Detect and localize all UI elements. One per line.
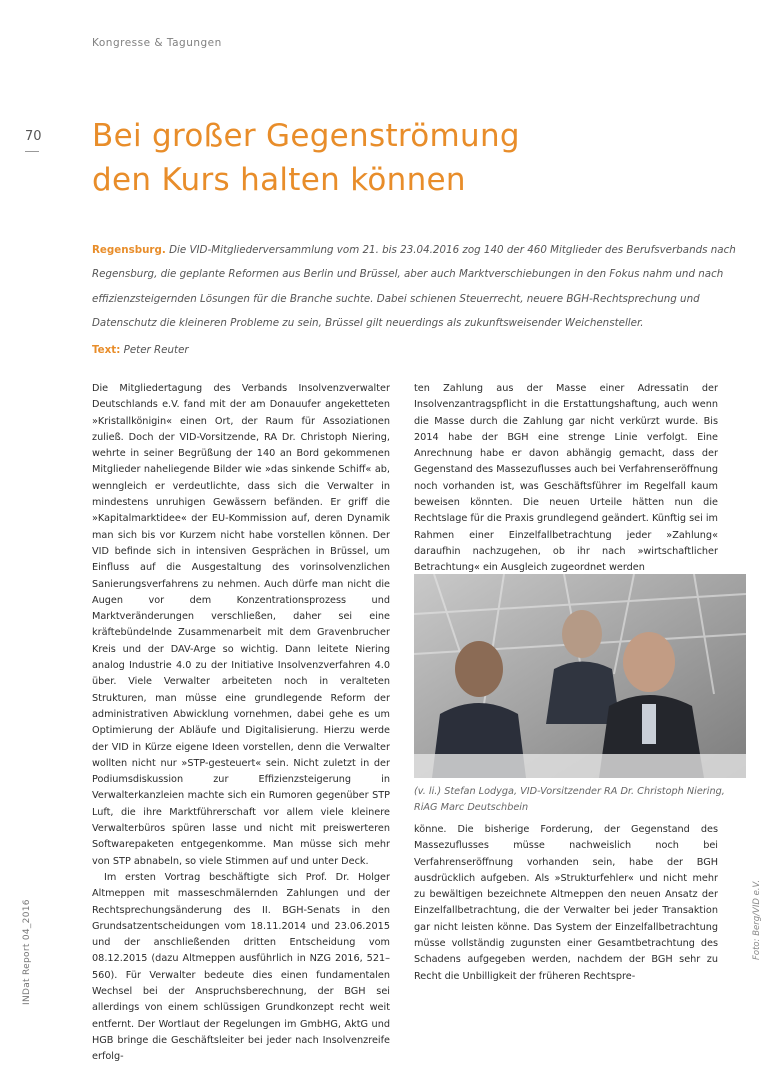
author-label: Text: [92, 344, 121, 356]
body-column-right-top [414, 381, 718, 577]
body-paragraph: ten Zahlung aus der Masse einer Adressatin der Insolvenzantragspflicht in die Erstattungshaftung, auch wenn die Masse durch die Zahlung gar nicht verkürzt wurde. Bis 2014 habe der BGH eine strenge Linie verfolgt. Eine Anrechnung habe er davon abhängig gemacht, dass der Gegenstand des Massezuflusses auch bei Verfahrenseröffnung noch vorhanden ist, was Geschäftsführer im Regelfall kaum beweisen könnten. Die neuen Urteile hätten nun die Rechtslage für die Praxis grundlegend geändert. Künftig sei im Rahmen einer Einzelfallbetrachtung jeder »Zahlung« daraufhin nachzugehen, ob ihr nach »wirtschaftlicher Betrachtung« ein Ausgleich zugeordnet werden [414, 383, 718, 574]
title-line-1: Bei großer Gegenströmung [92, 118, 520, 154]
page-number: 70 [25, 129, 42, 144]
lead-text: Die VID-Mitgliederversammlung vom 21. bis 23.04.2016 zog 140 der 460 Mitglieder des Berufsverbands nach Regensburg, die geplante Reformen aus Berlin und Brüssel, aber auch Marktverschiebungen in den Fokus nahm und nach effizienzsteigernden Lösungen für die Branche suchte. Dabei schienen Steuerrecht, neuere BGH-Rechtsprechung und Datenschutz die kleineren Probleme zu sein, Brüssel gilt neuerdings als zukunftsweisender Weichensteller. [92, 244, 736, 329]
body-paragraph: Die Mitgliedertagung des Verbands Insolvenzverwalter Deutschlands e.V. fand mit der am Donauufer angeketteten »Kristallkönigin« einen Ort, der Raum für Assoziationen zuließ. Doch der VID-Vorsitzende, RA Dr. Christoph Niering, wehrte in seiner Begrüßung der 140 an Bord gekommenen Mitglieder naheliegende Bilder wie »das sinkende Schiff« ab, wenngleich er verdeutlichte, dass sich die Verwalter in mindestens unruhigen Gewässern befänden. Er griff die »Kapitalmarktidee« der EU-Kommission auf, deren Dynamik man sich bis vor Kurzem nicht habe vorstellen können. Der VID befinde sich in intensiven Gesprächen in Brüssel, um Einfluss auf die Ausgestaltung des vorinsolvenzlichen Sanierungsverfahrens zu nehmen. Auch dürfe man nicht die Augen vor dem Konzentrationsprozess und Marktveränderungen verschließen, daher sei eine kräftebündelnde Zusammenarbeit mit dem Gravenbrucher Kreis und der DAV-Arge so wichtig. Dann leitete Niering analog Industrie 4.0 zu der Initiative Insolvenzverfahren 4.0 über. Viele Verwalter arbeiteten noch in veralteten Strukturen, man müsse eine grundlegende Reform der administrativen Abwicklung vornehmen, dabei gehe es um Optimierung der Abläufe und Digitalisierung. Hierzu werde der VID in Kürze eigene Ideen vorstellen, denn die Verwalter wollten nicht nur »STP-gesteuert« sein. Nicht zuletzt in der Podiumsdiskussion zur Effizienzsteigerung in Verwalterkanzleien machte sich ein Rumoren gegenüber STP Luft, die ihre Marktführerschaft vor allem viele kleinere Verwalterbüros spüren lasse und nicht mit preiswerteren Softwarepaketen entgegenkomme. Man müsse sich mehr von STP abnabeln, so viele Stimmen auf und unter Deck. [92, 383, 390, 867]
section-label: Kongresse & Tagungen [92, 37, 222, 49]
photo-caption: (v. li.) Stefan Lodyga, VID-Vorsitzender RA Dr. Christoph Niering, RiAG Marc Deutschbein [414, 786, 725, 813]
body-column-left [92, 381, 390, 1065]
author-line [92, 344, 189, 356]
page-number-rule [25, 151, 39, 152]
body-paragraph: Im ersten Vortrag beschäftigte sich Prof. Dr. Holger Altmeppen mit masseschmälernden Zahlungen und der Rechtsprechungsänderung des II. BGH-Senats in den Grundsatzentscheidungen vom 18.11.2014 und 23.06.2015 und der anschließenden dritten Entscheidung vom 08.12.2015 (dazu Altmeppen ausführlich in NZG 2016, 521–560). Für Verwalter bedeute dies einen fundamentalen Wechsel bei der Anspruchsberechnung, der BGH sei allerdings von einem schlüssigen Grundkonzept recht weit entfernt. Der Wortlaut der Regelungen im GmbHG, AktG und HGB bringe die Geschäftsleiter bei jeder nach Insolvenzreife erfolg- [92, 871, 390, 1063]
title-line-2: den Kurs halten können [92, 162, 466, 198]
article-lead [92, 238, 738, 335]
author-name: Peter Reuter [123, 344, 189, 356]
body-paragraph: könne. Die bisherige Forderung, der Gegenstand des Massezuflusses müsse nachweislich noch bei Verfahrenseröffnung vorhanden sein, habe der BGH ausdrücklich aufgeben. Als »Strukturfehler« und nicht mehr zu bewältigen bezeichnete Altmeppen den neuen Ansatz der Einzelfallbetrachtung, die der Verwalter bei jeder Transaktion gar nicht leisten könne. Das System der Einzelfallbetrachtung müsse vollständig zugunsten einer Gesamtbetrachtung des Schadens aufgegeben werden, nachdem der BGH sehr zu Recht die Unbilligkeit der früheren Rechtspre- [414, 824, 718, 982]
article-photo [414, 574, 746, 778]
photo-illustration [414, 574, 746, 778]
lead-place: Regensburg. [92, 244, 166, 256]
body-column-right-bottom [414, 822, 718, 985]
photo-credit: Foto: Berg/VID e.V. [752, 879, 762, 960]
journal-issue: INDat Report 04_2016 [22, 899, 32, 1005]
article-title [92, 114, 732, 202]
